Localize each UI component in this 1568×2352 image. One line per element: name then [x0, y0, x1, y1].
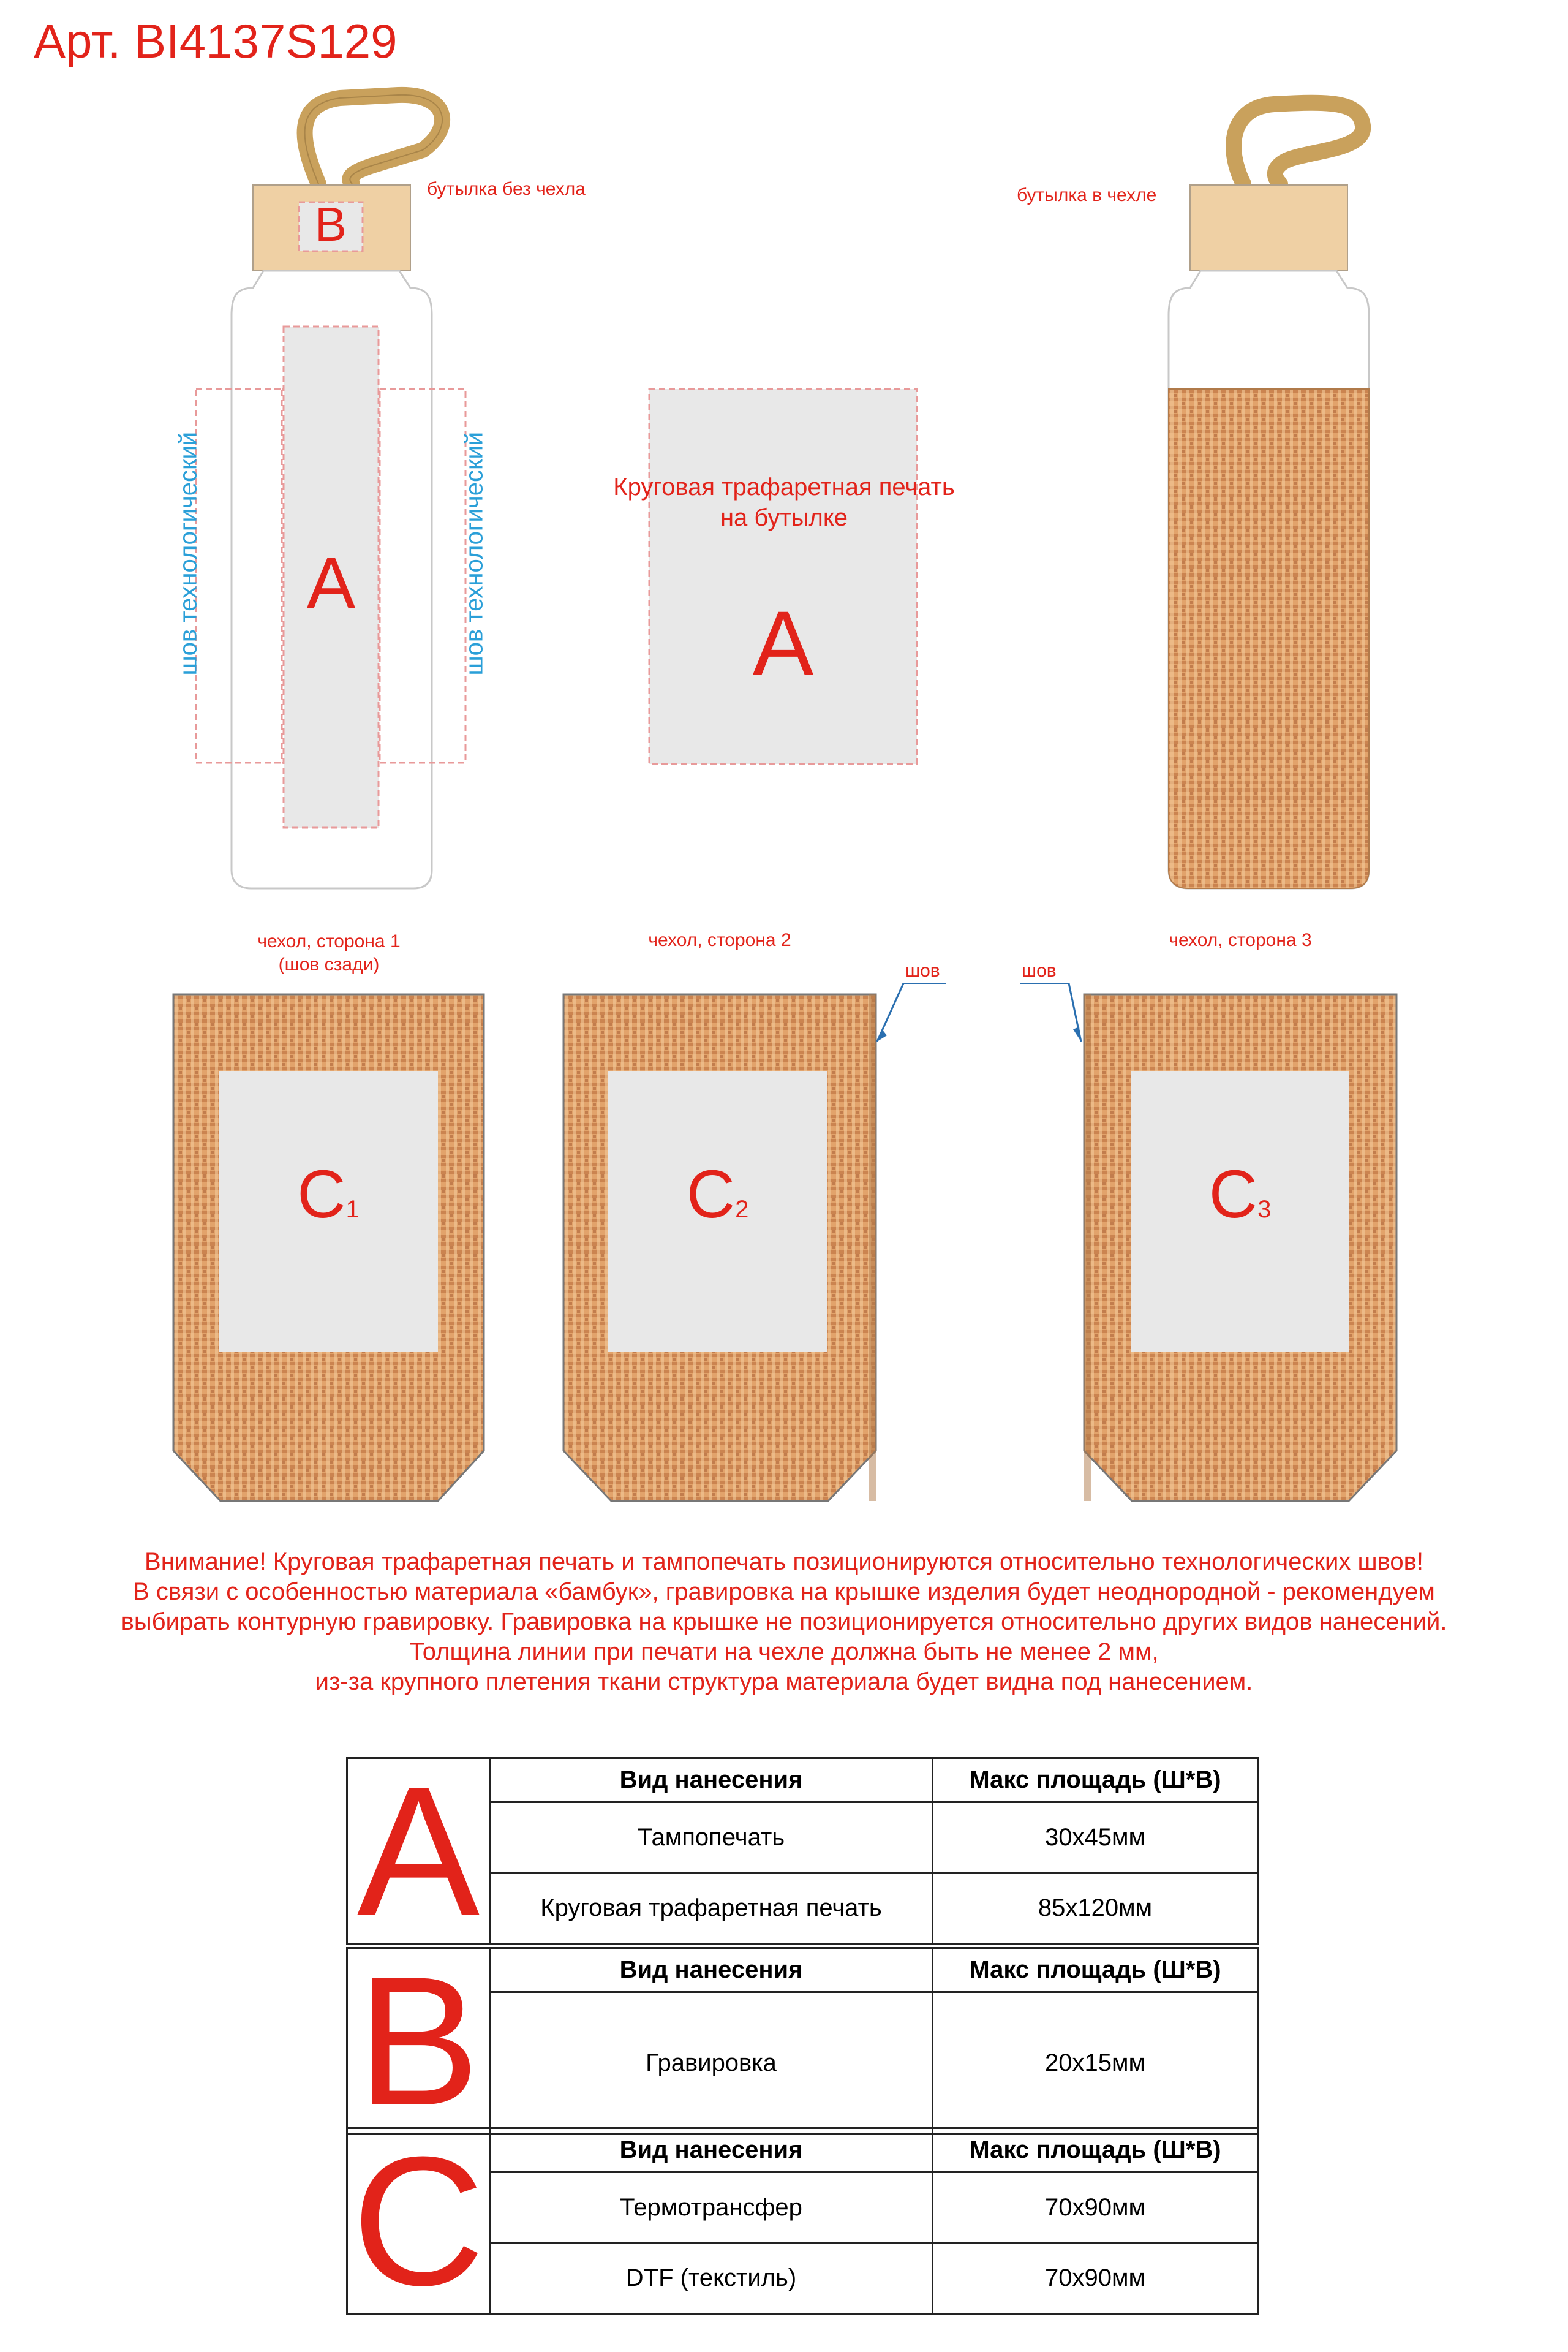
c2-letter: C — [686, 1157, 736, 1232]
table-a-letter: A — [347, 1758, 490, 1944]
cover-side1-caption-line2: (шов сзади) — [278, 955, 380, 975]
cover-side-2 — [564, 983, 946, 1501]
bottle-in-cover — [1169, 103, 1369, 888]
c3-letter: C — [1208, 1157, 1258, 1232]
warning-line: В связи с особенностью материала «бамбук», гравировка на крышке изделия будет неоднородной - рекомендуем — [133, 1578, 1435, 1605]
warning-line: из-за крупного плетения ткани структура материала будет видна под нанесением. — [315, 1668, 1253, 1695]
table-c-row2-area: 70х90мм — [933, 2243, 1258, 2314]
bottle-strap — [305, 95, 442, 184]
seam-short-label-1: шов — [905, 961, 940, 981]
table-a-row2-area: 85х120мм — [933, 1873, 1258, 1944]
table-a-header-area: Макс площадь (Ш*В) — [933, 1758, 1258, 1802]
screen-print-zone-letter: A — [752, 592, 814, 695]
cover-side1-caption — [206, 930, 451, 977]
table-b-header-method: Вид нанесения — [490, 1948, 933, 1992]
bottle2-strap — [1234, 103, 1363, 184]
zone-a-letter: A — [306, 542, 356, 624]
table-c-letter: C — [347, 2128, 490, 2314]
table-c-header-method: Вид нанесения — [490, 2128, 933, 2172]
screen-print-caption-line2: на бутылке — [720, 504, 848, 531]
seam-label-left: шов технологический — [175, 431, 202, 676]
c1-letter: C — [297, 1157, 346, 1232]
table-a-row2-method: Круговая трафаретная печать — [490, 1873, 933, 1944]
screen-print-caption-line1: Круговая трафаретная печать — [613, 474, 955, 501]
table-a-row1-method: Тампопечать — [490, 1802, 933, 1874]
cover-side3-caption: чехол, сторона 3 — [1169, 930, 1312, 950]
seam-label-right: шов технологический — [461, 431, 488, 676]
table-b-row1-area: 20х15мм — [933, 1992, 1258, 2134]
table-c-row1-method: Термотрансфер — [490, 2172, 933, 2244]
table-b-header-area: Макс площадь (Ш*В) — [933, 1948, 1258, 1992]
spec-table-a — [346, 1748, 1259, 1954]
zone-c3-letter — [1131, 1157, 1349, 1232]
bottle-in-cover-label: бутылка в чехле — [1017, 185, 1157, 205]
bottle2-burlap-cover — [1169, 389, 1369, 888]
c3-subscript: 3 — [1257, 1196, 1272, 1223]
bottle2-cap — [1190, 185, 1348, 271]
table-b-row1-method: Гравировка — [490, 1992, 933, 2134]
table-a-header-method: Вид нанесения — [490, 1758, 933, 1802]
c1-subscript: 1 — [345, 1196, 360, 1223]
screen-print-zone — [649, 389, 917, 764]
zone-c2-letter — [608, 1157, 827, 1232]
spec-table-b — [346, 1938, 1259, 2144]
table-a-row1-area: 30х45мм — [933, 1802, 1258, 1874]
table-c-row2-method: DTF (текстиль) — [490, 2243, 933, 2314]
warning-notice — [0, 1547, 1568, 1697]
seam-short-label-2: шов — [1022, 961, 1057, 981]
cover-side1-caption-line1: чехол, сторона 1 — [257, 931, 401, 951]
spec-table-c — [346, 2118, 1259, 2324]
cover-side-1 — [173, 994, 484, 1501]
table-b-letter: B — [347, 1948, 490, 2134]
c2-subscript: 2 — [735, 1196, 749, 1223]
warning-line: Толщина линии при печати на чехле должна быть не менее 2 мм, — [409, 1638, 1159, 1665]
table-c-header-area: Макс площадь (Ш*В) — [933, 2128, 1258, 2172]
table-c-row1-area: 70х90мм — [933, 2172, 1258, 2244]
zone-b-letter: B — [314, 197, 347, 251]
bottle-no-cover-label: бутылка без чехла — [427, 179, 586, 199]
zone-c1-letter — [219, 1157, 438, 1232]
warning-line: выбирать контурную гравировку. Гравировка на крышке не позиционируется относительно других видов нанесений. — [121, 1608, 1447, 1635]
article-title: Арт. BI4137S129 — [34, 14, 398, 68]
screen-print-caption — [539, 472, 1029, 533]
cover-side2-caption: чехол, сторона 2 — [648, 930, 791, 950]
cover-side-3 — [1020, 983, 1396, 1501]
warning-line: Внимание! Круговая трафаретная печать и тампопечать позиционируются относительно технологических швов! — [145, 1548, 1423, 1575]
